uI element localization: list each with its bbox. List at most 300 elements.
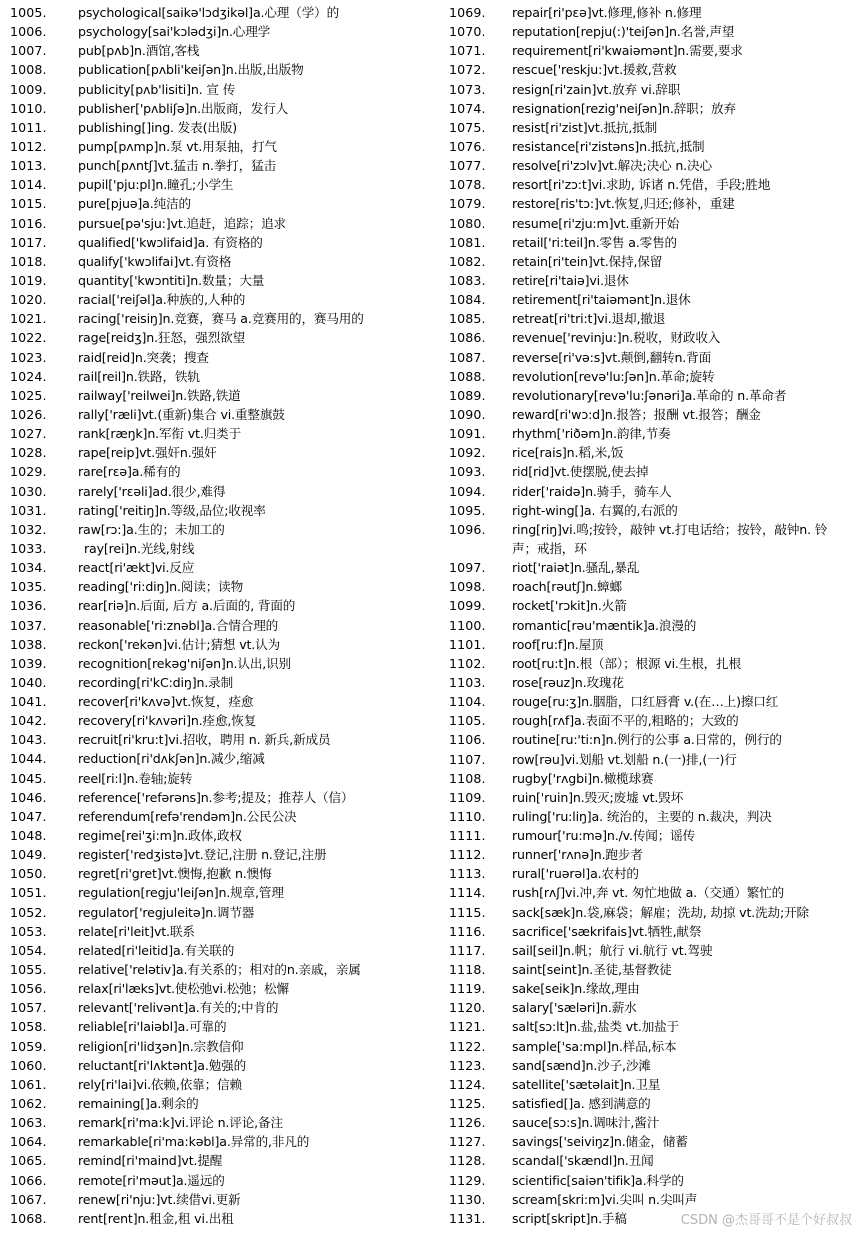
entry-number: 1127.	[449, 1134, 486, 1150]
entry-definition: retirement[ri'taiəmənt]n.退休	[512, 292, 691, 308]
vocab-entry	[0, 156, 440, 175]
vocab-entry	[440, 998, 860, 1017]
entry-definition: sake[seik]n.缘故,理由	[512, 981, 640, 997]
entry-number: 1085.	[449, 311, 486, 327]
entry-definition: ring[riŋ]vi.鸣;按铃，敲钟 vt.打电话给；按铃，敲钟n. 铃声；戒指，环	[512, 521, 828, 556]
entry-definition: ruling['ru:liŋ]a. 统治的，主要的 n.裁决，判决	[512, 808, 772, 824]
entry-definition: relate[ri'leit]vt.联系	[78, 923, 195, 939]
entry-definition: resort[ri'zɔ:t]vi.求助, 诉诸 n.凭借，手段;胜地	[512, 177, 771, 193]
entry-number: 1095.	[449, 502, 486, 518]
vocab-entry	[440, 80, 860, 99]
vocab-entry	[440, 137, 860, 156]
entry-definition: root[ru:t]n.根（部）；根源 vi.生根，扎根	[512, 655, 741, 671]
vocab-entry	[440, 443, 860, 462]
vocab-entry	[0, 1132, 440, 1151]
entry-definition: raw[rɔ:]a.生的；未加工的	[78, 521, 225, 537]
vocab-entry	[0, 137, 440, 156]
entry-definition: scientific[saiən'tifik]a.科学的	[512, 1172, 684, 1188]
entry-definition: regulation[regju'leiʃən]n.规章,管理	[78, 885, 284, 901]
vocab-entry	[440, 692, 860, 711]
entry-definition: sail[seil]n.帆；航行 vi.航行 vt.驾驶	[512, 942, 713, 958]
entry-definition: publicity[pʌb'lisiti]n. 宣 传	[78, 81, 236, 97]
entry-definition: reduction[ri'dʌkʃən]n.减少,缩减	[78, 751, 265, 767]
vocab-entry	[440, 1113, 860, 1132]
vocab-entry	[440, 252, 860, 271]
vocab-entry	[0, 998, 440, 1017]
vocab-entry	[0, 41, 440, 60]
entry-number: 1122.	[449, 1038, 486, 1054]
vocab-entry	[0, 711, 440, 730]
vocab-entry	[0, 348, 440, 367]
entry-number: 1019.	[10, 272, 47, 288]
vocab-entry	[440, 903, 860, 922]
entry-number: 1058.	[10, 1019, 47, 1035]
entry-number: 1112.	[449, 847, 486, 863]
entry-definition: rely[ri'lai]vi.依赖,依靠；信赖	[78, 1076, 242, 1092]
entry-number: 1011.	[10, 119, 47, 135]
vocab-entry	[440, 1056, 860, 1075]
vocab-entry	[440, 386, 860, 405]
entry-definition: pursue[pə'sju:]vt.追赶，追踪；追求	[78, 215, 287, 231]
entry-number: 1119.	[449, 981, 486, 997]
entry-number: 1055.	[10, 962, 47, 978]
entry-number: 1120.	[449, 1000, 486, 1016]
vocab-entry	[0, 367, 440, 386]
vocab-entry	[0, 979, 440, 998]
entry-definition: scream[skri:m]vi.尖叫 n.尖叫声	[512, 1191, 698, 1207]
vocab-entry	[440, 60, 860, 79]
entry-definition: rid[rid]vt.使摆脱,使去掉	[512, 464, 649, 480]
vocab-entry	[0, 405, 440, 424]
entry-definition: retail['ri:teil]n.零售 a.零售的	[512, 234, 677, 250]
entry-definition: remote[ri'məut]a.遥远的	[78, 1172, 225, 1188]
entry-number: 1071.	[449, 43, 486, 59]
entry-number: 1010.	[10, 100, 47, 116]
entry-number: 1012.	[10, 138, 47, 154]
entry-number: 1030.	[10, 483, 47, 499]
entry-definition: reading['ri:diŋ]n.阅读；读物	[78, 579, 244, 595]
vocab-entry	[440, 194, 860, 213]
entry-definition: recognition[rekəg'niʃən]n.认出,识别	[78, 655, 292, 671]
entry-number: 1101.	[449, 636, 486, 652]
entry-definition: recruit[ri'kru:t]vi.招收，聘用 n. 新兵,新成员	[78, 732, 331, 748]
vocab-entry	[440, 979, 860, 998]
entry-definition: pump[pʌmp]n.泵 vt.用泵抽，打气	[78, 138, 277, 154]
entry-definition: racing['reisiŋ]n.竞赛，赛马 a.竞赛用的，赛马用的	[78, 311, 364, 327]
vocab-entry	[440, 1094, 860, 1113]
entry-definition: pure[pjuə]a.纯洁的	[78, 196, 191, 212]
vocab-entry	[0, 520, 440, 539]
entry-definition: rating['reitiŋ]n.等级,品位;收视率	[78, 502, 266, 518]
entry-definition: regime[rei'ʒi:m]n.政体,政权	[78, 828, 242, 844]
vocab-entry	[0, 807, 440, 826]
entry-number: 1099.	[449, 598, 486, 614]
vocab-entry	[440, 367, 860, 386]
entry-definition: romantic[rəu'mæntik]a.浪漫的	[512, 617, 697, 633]
entry-number: 1100.	[449, 617, 486, 633]
entry-definition: right-wing[]a. 右翼的,右派的	[512, 502, 678, 518]
vocab-entry	[0, 539, 440, 558]
entry-definition: remind[ri'maind]vt.提醒	[78, 1153, 223, 1169]
vocab-entry	[0, 386, 440, 405]
entry-number: 1038.	[10, 636, 47, 652]
vocab-entry	[0, 482, 440, 501]
entry-number: 1049.	[10, 847, 47, 863]
entry-definition: revolutionary[revə'lu:ʃənəri]a.革命的 n.革命者	[512, 387, 787, 403]
entry-number: 1006.	[10, 24, 47, 40]
vocab-entry	[440, 730, 860, 749]
entry-number: 1131.	[449, 1210, 486, 1226]
entry-definition: ray[rei]n.光线,射线	[84, 540, 195, 556]
entry-definition: relevant['relivənt]a.有关的;中肯的	[78, 1000, 279, 1016]
entry-definition: salary['sæləri]n.薪水	[512, 1000, 637, 1016]
vocab-entry	[0, 271, 440, 290]
entry-number: 1129.	[449, 1172, 486, 1188]
entry-definition: routine[ru:'ti:n]n.例行的公事 a.日常的，例行的	[512, 732, 782, 748]
vocab-entry	[0, 692, 440, 711]
entry-definition: remark[ri'ma:k]vi.评论 n.评论,备注	[78, 1115, 283, 1131]
entry-number: 1069.	[449, 5, 486, 20]
entry-number: 1113.	[449, 866, 486, 882]
entry-definition: satellite['sætəlait]n.卫星	[512, 1076, 661, 1092]
entry-number: 1050.	[10, 866, 47, 882]
vocab-entry	[0, 883, 440, 902]
vocab-entry	[440, 520, 860, 558]
vocab-entry	[0, 1171, 440, 1190]
entry-definition: railway['reilwei]n.铁路,铁道	[78, 387, 241, 403]
entry-definition: religion[ri'lidʒən]n.宗教信仰	[78, 1038, 244, 1054]
entry-number: 1041.	[10, 694, 47, 710]
entry-definition: publication[pʌbli'keiʃən]n.出版,出版物	[78, 62, 304, 78]
entry-definition: revenue['revinju:]n.税收，财政收入	[512, 330, 721, 346]
entry-number: 1031.	[10, 502, 47, 518]
vocab-entry	[440, 501, 860, 520]
entry-number: 1062.	[10, 1096, 47, 1112]
entry-definition: regulator['regjuleitə]n.调节器	[78, 904, 255, 920]
vocab-entry	[0, 941, 440, 960]
entry-definition: resist[ri'zist]vt.抵抗,抵制	[512, 119, 658, 135]
entry-definition: sand[sænd]n.沙子,沙滩	[512, 1057, 651, 1073]
vocab-entry	[0, 328, 440, 347]
entry-definition: revolution[revə'lu:ʃən]n.革命;旋转	[512, 368, 715, 384]
vocab-entry	[0, 673, 440, 692]
entry-definition: rear[riə]n.后面, 后方 a.后面的, 背面的	[78, 598, 296, 614]
entry-definition: reverse[ri'və:s]vt.颠倒,翻转n.背面	[512, 349, 712, 365]
entry-number: 1098.	[449, 579, 486, 595]
entry-definition: sack[sæk]n.袋,麻袋；解雇；洗劫, 劫掠 vt.洗劫;开除	[512, 904, 809, 920]
entry-number: 1039.	[10, 655, 47, 671]
entry-number: 1087.	[449, 349, 486, 365]
entry-definition: reliable[ri'laiəbl]a.可靠的	[78, 1019, 227, 1035]
entry-number: 1024.	[10, 368, 47, 384]
entry-number: 1121.	[449, 1019, 486, 1035]
vocab-entry	[440, 826, 860, 845]
entry-number: 1091.	[449, 426, 486, 442]
entry-definition: reward[ri'wɔ:d]n.报答；报酬 vt.报答；酬金	[512, 406, 761, 422]
entry-definition: register['redʒistə]vt.登记,注册 n.登记,注册	[78, 847, 327, 863]
vocab-entry	[440, 1151, 860, 1170]
entry-number: 1016.	[10, 215, 47, 231]
entry-number: 1126.	[449, 1115, 486, 1131]
vocab-entry	[440, 960, 860, 979]
vocab-entry	[0, 903, 440, 922]
vocab-entry	[440, 348, 860, 367]
vocab-entry	[440, 1037, 860, 1056]
entry-definition: reference['refərəns]n.参考;提及；推荐人（信）	[78, 789, 354, 805]
vocab-entry	[440, 941, 860, 960]
entry-definition: requirement[ri'kwaiəmənt]n.需要,要求	[512, 43, 743, 59]
entry-number: 1033.	[10, 540, 47, 556]
vocab-entry	[440, 596, 860, 615]
entry-definition: runner['rʌnə]n.跑步者	[512, 847, 643, 863]
entry-number: 1130.	[449, 1191, 486, 1207]
vocab-entry	[0, 960, 440, 979]
vocab-entry	[0, 214, 440, 233]
entry-number: 1086.	[449, 330, 486, 346]
entry-number: 1092.	[449, 445, 486, 461]
vocab-entry	[0, 596, 440, 615]
vocab-entry	[440, 405, 860, 424]
vocab-entry	[0, 424, 440, 443]
vocab-entry	[0, 1056, 440, 1075]
entry-number: 1108.	[449, 770, 486, 786]
vocab-entry	[440, 424, 860, 443]
entry-number: 1110.	[449, 808, 486, 824]
entry-definition: saint[seint]n.圣徒,基督教徒	[512, 962, 672, 978]
vocab-entry	[0, 443, 440, 462]
entry-number: 1097.	[449, 560, 486, 576]
entry-number: 1053.	[10, 923, 47, 939]
entry-number: 1067.	[10, 1191, 47, 1207]
entry-number: 1015.	[10, 196, 47, 212]
entry-definition: recover[ri'kʌvə]vt.恢复，痊愈	[78, 694, 254, 710]
entry-number: 1082.	[449, 253, 486, 269]
vocab-entry	[440, 673, 860, 692]
entry-definition: resume[ri'zju:m]vt.重新开始	[512, 215, 680, 231]
entry-number: 1076.	[449, 138, 486, 154]
entry-number: 1054.	[10, 942, 47, 958]
entry-number: 1088.	[449, 368, 486, 384]
vocab-entry	[0, 80, 440, 99]
left-column	[0, 3, 440, 1228]
vocab-entry	[0, 769, 440, 788]
vocab-entry	[0, 118, 440, 137]
entry-definition: resolve[ri'zɔlv]vt.解决;决心 n.决心	[512, 158, 712, 174]
vocab-entry	[0, 635, 440, 654]
entry-definition: resignation[rezig'neiʃən]n.辞职；放弃	[512, 100, 736, 116]
entry-definition: regret[ri'gret]vt.懊悔,抱歉 n.懊悔	[78, 866, 272, 882]
entry-number: 1068.	[10, 1210, 47, 1226]
entry-definition: rugby['rʌgbi]n.橄榄球赛	[512, 770, 654, 786]
entry-definition: rocket['rɔkit]n.火箭	[512, 598, 627, 614]
entry-number: 1035.	[10, 579, 47, 595]
entry-number: 1072.	[449, 62, 486, 78]
vocab-entry	[0, 22, 440, 41]
entry-number: 1059.	[10, 1038, 47, 1054]
entry-number: 1046.	[10, 789, 47, 805]
entry-definition: psychological[saikə'lɔdʒikəl]a.心理（学）的	[78, 5, 340, 20]
entry-number: 1109.	[449, 789, 486, 805]
entry-definition: reckon['rekən]vi.估计;猜想 vt.认为	[78, 636, 281, 652]
entry-number: 1102.	[449, 655, 486, 671]
entry-definition: scandal['skændl]n.丑闻	[512, 1153, 654, 1169]
entry-number: 1116.	[449, 923, 486, 939]
vocab-entry	[440, 1171, 860, 1190]
vocab-entry	[440, 807, 860, 826]
entry-definition: rumour['ru:mə]n./v.传闻；谣传	[512, 828, 696, 844]
vocab-entry	[0, 1094, 440, 1113]
vocab-entry	[0, 1075, 440, 1094]
entry-definition: rare[rεə]a.稀有的	[78, 464, 181, 480]
entry-number: 1036.	[10, 598, 47, 614]
vocab-entry	[440, 711, 860, 730]
entry-number: 1105.	[449, 713, 486, 729]
entry-number: 1014.	[10, 177, 47, 193]
vocab-entry	[0, 1151, 440, 1170]
entry-definition: reputation[repju(:)'teiʃən]n.名誉,声望	[512, 24, 735, 40]
vocab-entry	[0, 290, 440, 309]
entry-definition: reluctant[ri'lʌktənt]a.勉强的	[78, 1057, 247, 1073]
entry-definition: related[ri'leitid]a.有关联的	[78, 942, 235, 958]
vocab-entry	[440, 1075, 860, 1094]
vocab-entry	[0, 730, 440, 749]
entry-number: 1027.	[10, 426, 47, 442]
entry-definition: rarely['rεəli]ad.很少,难得	[78, 483, 226, 499]
vocab-entry	[440, 635, 860, 654]
entry-definition: repair[ri'pεə]vt.修理,修补 n.修理	[512, 5, 702, 20]
entry-number: 1118.	[449, 962, 486, 978]
entry-definition: referendum[refə'rendəm]n.公民公决	[78, 808, 297, 824]
entry-definition: ruin['ruin]n.毁灭;废墟 vt.毁坏	[512, 789, 684, 805]
entry-definition: retain[ri'tein]vt.保持,保留	[512, 253, 663, 269]
entry-number: 1045.	[10, 770, 47, 786]
entry-number: 1034.	[10, 560, 47, 576]
vocab-entry	[440, 156, 860, 175]
entry-number: 1066.	[10, 1172, 47, 1188]
entry-definition: remaining[]a.剩余的	[78, 1096, 199, 1112]
vocab-entry	[0, 194, 440, 213]
watermark: CSDN @杰哥哥不是个好叔叔	[680, 1213, 852, 1228]
entry-definition: rape[reip]vt.强奸n.强奸	[78, 445, 217, 461]
entry-definition: riot['raiət]n.骚乱,暴乱	[512, 560, 640, 576]
vocab-entry	[0, 309, 440, 328]
entry-number: 1005.	[10, 5, 47, 20]
vocab-entry	[440, 654, 860, 673]
entry-definition: relative['relətiv]a.有关系的；相对的n.亲戚，亲属	[78, 962, 361, 978]
vocab-entry	[0, 1017, 440, 1036]
vocab-entry	[0, 1037, 440, 1056]
entry-number: 1111.	[449, 828, 486, 844]
vocab-entry	[440, 3, 860, 22]
vocab-entry	[0, 654, 440, 673]
entry-definition: roach[rəutʃ]n.蟑螂	[512, 579, 622, 595]
entry-number: 1021.	[10, 311, 47, 327]
vocab-entry	[440, 233, 860, 252]
vocab-entry	[0, 99, 440, 118]
vocab-entry	[0, 558, 440, 577]
vocab-entry	[440, 864, 860, 883]
entry-number: 1026.	[10, 406, 47, 422]
right-column	[440, 3, 860, 1228]
entry-number: 1023.	[10, 349, 47, 365]
entry-number: 1093.	[449, 464, 486, 480]
vocab-entry	[440, 577, 860, 596]
entry-number: 1094.	[449, 483, 486, 499]
entry-definition: reasonable['ri:znəbl]a.合情合理的	[78, 617, 279, 633]
entry-number: 1084.	[449, 292, 486, 308]
entry-number: 1032.	[10, 521, 47, 537]
vocab-entry	[440, 922, 860, 941]
entry-number: 1029.	[10, 464, 47, 480]
entry-number: 1081.	[449, 234, 486, 250]
entry-definition: rage[reidʒ]n.狂怒，强烈欲望	[78, 330, 246, 346]
entry-number: 1018.	[10, 253, 47, 269]
vocab-entry	[440, 788, 860, 807]
entry-number: 1061.	[10, 1076, 47, 1092]
vocab-entry	[0, 462, 440, 481]
entry-number: 1074.	[449, 100, 486, 116]
vocab-entry	[440, 1017, 860, 1036]
vocab-entry	[440, 845, 860, 864]
entry-definition: resistance[ri'zistəns]n.抵抗,抵制	[512, 138, 705, 154]
vocab-entry	[440, 616, 860, 635]
entry-number: 1125.	[449, 1096, 486, 1112]
entry-number: 1057.	[10, 1000, 47, 1016]
entry-number: 1064.	[10, 1134, 47, 1150]
vocab-entry	[440, 99, 860, 118]
vocab-entry	[0, 616, 440, 635]
entry-number: 1123.	[449, 1057, 486, 1073]
entry-definition: pupil['pju:pl]n.瞳孔;小学生	[78, 177, 234, 193]
vocab-entry	[440, 41, 860, 60]
entry-number: 1117.	[449, 942, 486, 958]
entry-number: 1009.	[10, 81, 47, 97]
entry-number: 1022.	[10, 330, 47, 346]
entry-definition: rouge[ru:ʒ]n.胭脂，口红唇膏 v.(在…上)擦口红	[512, 694, 779, 710]
entry-number: 1056.	[10, 981, 47, 997]
entry-number: 1051.	[10, 885, 47, 901]
entry-number: 1042.	[10, 713, 47, 729]
entry-definition: rally['ræli]vt.(重新)集合 vi.重整旗鼓	[78, 406, 285, 422]
entry-definition: qualified['kwɔlifaid]a. 有资格的	[78, 234, 263, 250]
vocab-entry	[0, 845, 440, 864]
vocab-entry	[440, 482, 860, 501]
entry-definition: psychology[sai'kɔlədʒi]n.心理学	[78, 24, 271, 40]
entry-number: 1083.	[449, 272, 486, 288]
entry-number: 1065.	[10, 1153, 47, 1169]
entry-definition: roof[ru:f]n.屋顶	[512, 636, 604, 652]
entry-definition: raid[reid]n.突袭；搜查	[78, 349, 209, 365]
entry-number: 1040.	[10, 674, 47, 690]
entry-definition: publisher['pʌbliʃə]n.出版商，发行人	[78, 100, 289, 116]
entry-number: 1115.	[449, 904, 486, 920]
entry-definition: rail[reil]n.铁路，铁轨	[78, 368, 200, 384]
vocab-entry	[440, 750, 860, 769]
vocab-entry	[0, 60, 440, 79]
entry-number: 1043.	[10, 732, 47, 748]
entry-number: 1089.	[449, 387, 486, 403]
vocab-entry	[0, 501, 440, 520]
entry-definition: sacrifice['sækrifais]vt.牺牲,献祭	[512, 923, 702, 939]
entry-number: 1047.	[10, 808, 47, 824]
entry-definition: rural['ruərəl]a.农村的	[512, 866, 639, 882]
entry-definition: rider['raidə]n.骑手，骑车人	[512, 483, 672, 499]
vocab-entry	[440, 214, 860, 233]
entry-definition: rent[rent]n.租金,租 vi.出租	[78, 1210, 234, 1226]
entry-number: 1037.	[10, 617, 47, 633]
vocab-entry	[0, 175, 440, 194]
entry-definition: retire[ri'taiə]vi.退休	[512, 272, 629, 288]
